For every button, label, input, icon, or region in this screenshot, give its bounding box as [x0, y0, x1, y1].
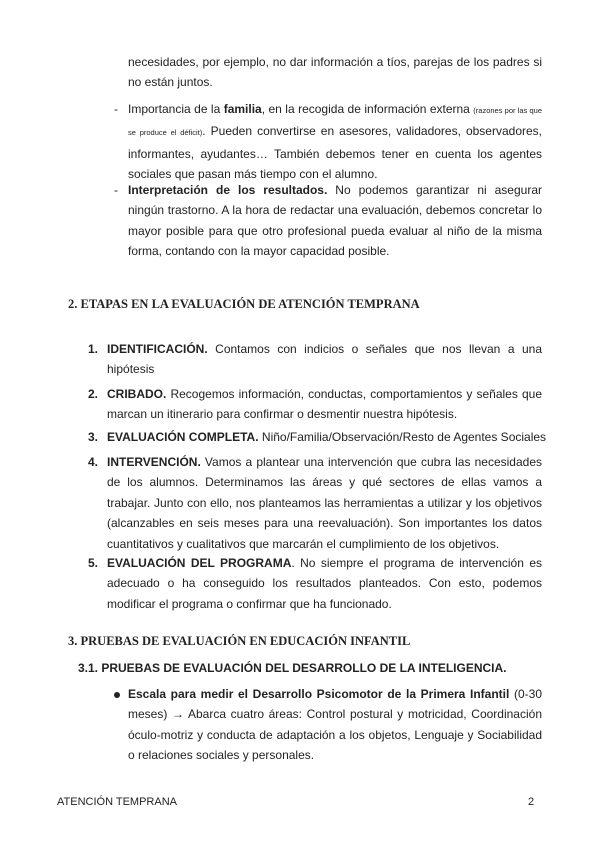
dash-text: No podemos garantizar ni asegurar ningún trastorno. A la hora de redactar una evaluación, debemos concretar lo mayor posible para que otro profesional pueda evaluar al niño de la misma forma, contando con la mayor capacidad posible.: [128, 183, 542, 259]
list-number: 4.: [88, 455, 99, 469]
dash-marker: -: [114, 102, 118, 116]
bullet-item-text: (0-30 meses) → Abarca cuatro áreas: Control postural y motricidad, Coordinación óculo-motriz y conducta de adaptación a los objetos, Lenguaje y Sociabilidad o relaciones sociales y personales.: [128, 687, 542, 763]
list-number: 1.: [88, 342, 99, 356]
dash-bold-lead: Interpretación de los resultados.: [128, 183, 328, 197]
page-number: 2: [528, 796, 535, 808]
list-number: 3.: [88, 430, 99, 444]
dash-small-note: (razones por las que se produce el déficit): [128, 106, 542, 138]
list-item: [107, 553, 542, 614]
dash-bold-word: familia: [223, 102, 262, 116]
list-item: [107, 384, 542, 425]
list-number: 2.: [88, 387, 99, 401]
bullet-item-bold: Escala para medir el Desarrollo Psicomotor de la Primera Infantil: [128, 687, 510, 701]
list-item-bold: EVALUACIÓN DEL PROGRAMA: [107, 556, 292, 570]
list-item-text: Vamos a plantear una intervención que cubra las necesidades de los alumnos. Determinamos las áreas y qué sectores de ellas vamos a trabajar. Junto con ello, nos planteamos las herramientas a utilizar y los objetivos (alcanzables en seis meses para una reevaluación). Son importantes los datos cuantitativos y cualitativos que marcarán el cumplimiento de los objetivos.: [107, 455, 542, 551]
dash-item-interpretation: [128, 180, 542, 262]
section-2-title: 2. ETAPAS EN LA EVALUACIÓN DE ATENCIÓN TEMPRANA: [68, 297, 420, 311]
list-item-text: Niño/Familia/Observación/Resto de Agentes Sociales: [258, 430, 547, 444]
list-item-text: Recogemos información, conductas, comportamientos y señales que marcan un itinerario para confirmar o desmentir nuestra hipótesis.: [107, 387, 542, 422]
dash-text: Importancia de la: [128, 102, 224, 116]
bullet-dot: [114, 692, 120, 698]
list-item-bold: IDENTIFICACIÓN.: [107, 342, 208, 356]
list-number: 5.: [88, 556, 99, 570]
section-3-title: 3. PRUEBAS DE EVALUACIÓN EN EDUCACIÓN INFANTIL: [68, 634, 411, 648]
list-item-bold: INTERVENCIÓN.: [107, 455, 201, 469]
list-item-bold: EVALUACIÓN COMPLETA.: [107, 430, 259, 444]
list-item-bold: CRIBADO.: [107, 387, 167, 401]
footer-title: ATENCIÓN TEMPRANA: [57, 796, 177, 808]
bullet-item: [128, 684, 542, 766]
list-item: [107, 452, 542, 554]
dash-item-family: [128, 99, 542, 185]
list-item-text: . No siempre el programa de intervención es adecuado o ha conseguido los resultados planteados. Con esto, podemos modificar el programa o confirmar que ha funcionado.: [107, 556, 542, 611]
subsection-3-1-title: 3.1. PRUEBAS DE EVALUACIÓN DEL DESARROLLO DE LA INTELIGENCIA.: [78, 661, 507, 675]
list-item-text: Contamos con indicios o señales que nos llevan a una hipótesis: [107, 342, 542, 377]
dash-marker: -: [114, 183, 118, 197]
dash-text: , en la recogida de información externa: [261, 102, 474, 116]
list-item: [107, 427, 557, 447]
dash-text: . Pueden convertirse en asesores, validadores, observadores, informantes, ayudantes… También debemos tener en cuenta los agentes sociales que pasan más tiempo con el alumno.: [128, 124, 542, 182]
list-item: [107, 339, 542, 380]
intro-continuation: necesidades, por ejemplo, no dar información a tíos, parejas de los padres si no están juntos.: [128, 55, 542, 90]
